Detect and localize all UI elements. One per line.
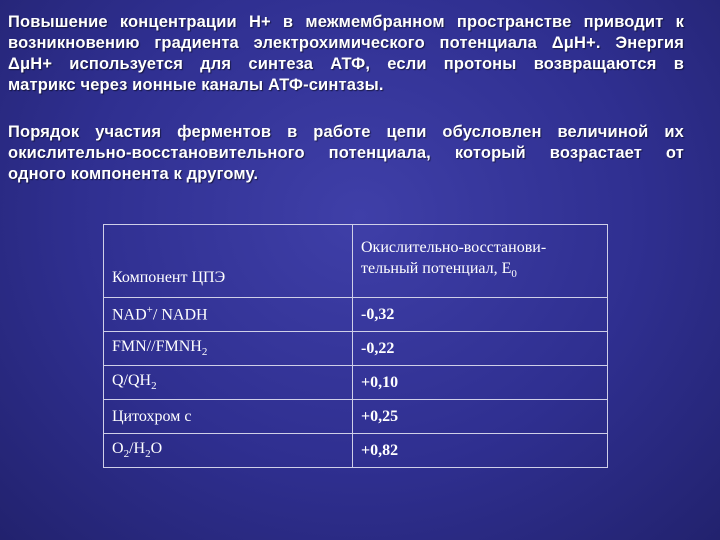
paragraph-line: одного компонента к другому. bbox=[8, 165, 259, 183]
table-header-row bbox=[104, 225, 608, 298]
component-name: FMN//FMNH bbox=[112, 338, 202, 356]
component-sub: 2 bbox=[151, 380, 157, 393]
component-rest: O bbox=[150, 440, 163, 458]
paragraph-line: возникновению градиента электрохимического потенциала ΔμН+. Энергия bbox=[8, 34, 684, 52]
cell-potential: +0,82 bbox=[353, 434, 608, 468]
cell-component bbox=[104, 332, 353, 366]
table-row bbox=[104, 366, 608, 400]
component-name: Цитохром с bbox=[112, 407, 192, 425]
component-sup: + bbox=[146, 304, 153, 317]
paragraph-line: Порядок участия ферментов в работе цепи обусловлен величиной их bbox=[8, 123, 684, 141]
component-name: O bbox=[112, 440, 124, 458]
table-row bbox=[104, 332, 608, 366]
cell-potential: +0,10 bbox=[353, 366, 608, 400]
cell-component bbox=[104, 298, 353, 332]
component-name: Q/QH bbox=[112, 372, 152, 390]
component-mid: /H bbox=[129, 440, 146, 458]
header-component-label: Компонент ЦПЭ bbox=[112, 269, 226, 286]
paragraph-atp-synthesis bbox=[8, 12, 684, 96]
header-potential-text: тельный потенциал, Е bbox=[361, 259, 512, 277]
paragraph-enzyme-order bbox=[8, 122, 684, 185]
table-row bbox=[104, 434, 608, 468]
header-potential-line2 bbox=[361, 258, 599, 285]
component-sub2: 2 bbox=[145, 448, 151, 461]
cell-component bbox=[104, 400, 353, 434]
cell-potential: +0,25 bbox=[353, 400, 608, 434]
header-component bbox=[104, 225, 353, 298]
paragraph-line: матрикс через ионные каналы АТФ-синтазы. bbox=[8, 76, 384, 94]
component-rest: / NADH bbox=[152, 306, 208, 324]
table-row bbox=[104, 400, 608, 434]
header-potential bbox=[353, 225, 608, 298]
cell-component bbox=[104, 434, 353, 468]
component-sub: 2 bbox=[123, 448, 130, 461]
cell-component bbox=[104, 366, 353, 400]
table-row bbox=[104, 298, 608, 332]
component-sub: 2 bbox=[201, 346, 208, 359]
paragraph-line: ΔμН+ используется для синтеза АТФ, если протоны возвращаются в bbox=[8, 55, 684, 73]
component-name: NAD bbox=[112, 306, 147, 324]
header-potential-subscript: 0 bbox=[511, 268, 517, 281]
cell-potential: -0,32 bbox=[353, 298, 608, 332]
paragraph-line: Повышение концентрации Н+ в межмембранном пространстве приводит к bbox=[8, 13, 684, 31]
header-potential-line1: Окислительно-восстанови- bbox=[361, 238, 547, 256]
redox-potential-table bbox=[103, 224, 608, 468]
cell-potential: -0,22 bbox=[353, 332, 608, 366]
paragraph-line: окислительно-восстановительного потенциала, который возрастает от bbox=[8, 144, 684, 162]
